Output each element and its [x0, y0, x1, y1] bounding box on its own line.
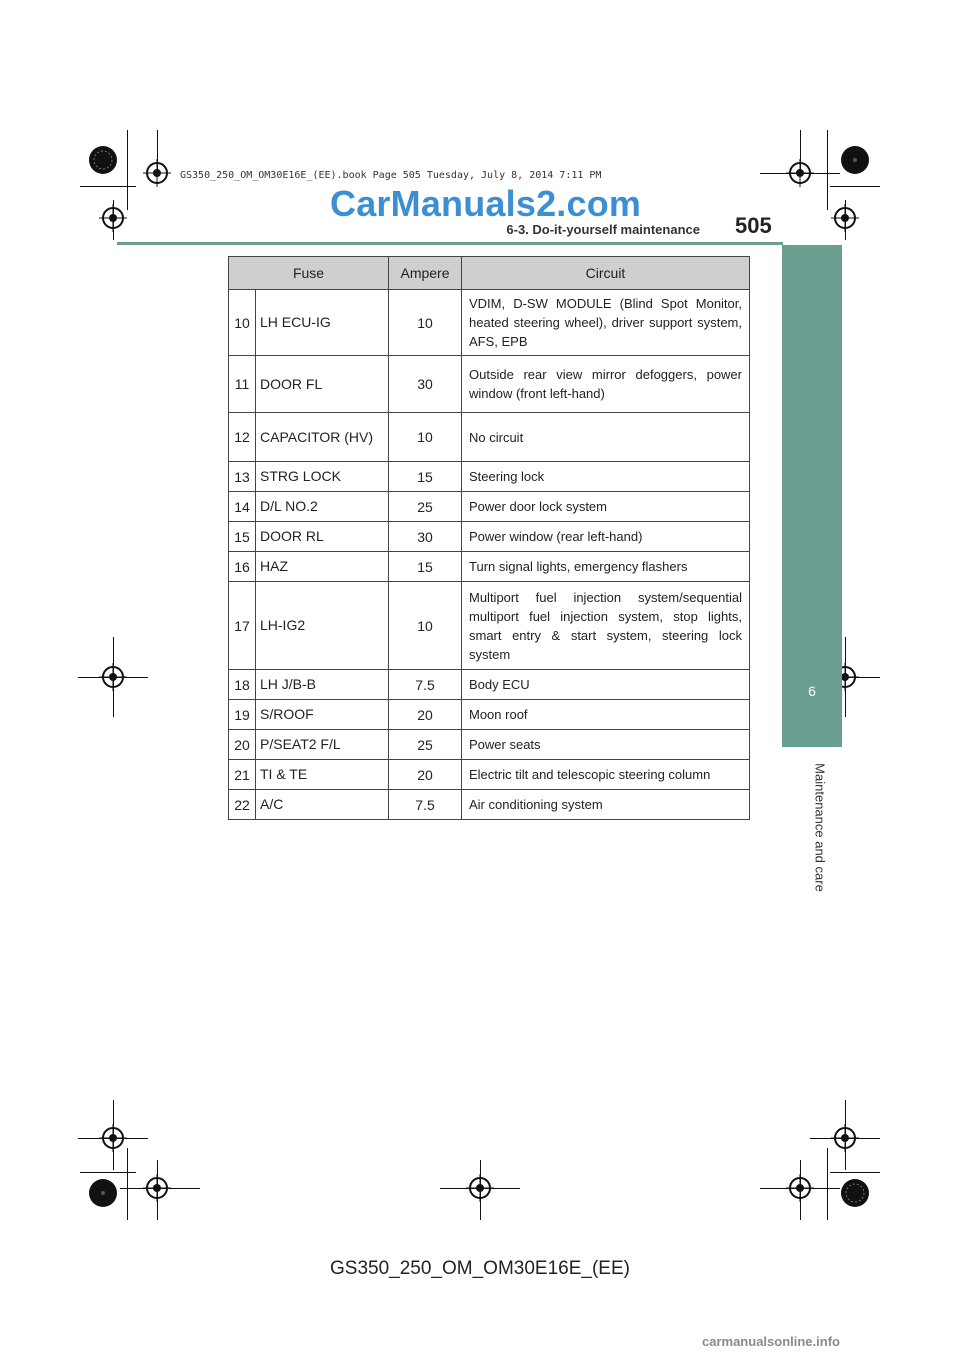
corner-ball-icon	[88, 1178, 118, 1208]
fuse-name: S/ROOF	[256, 700, 389, 730]
document-code: GS350_250_OM_OM30E16E_(EE)	[330, 1258, 630, 1279]
fuse-ampere: 30	[389, 522, 462, 552]
fuse-circuit: Power window (rear left-hand)	[462, 522, 750, 552]
chapter-side-tab	[782, 245, 842, 747]
table-row	[229, 492, 750, 522]
fuse-ampere: 20	[389, 760, 462, 790]
fuse-name: LH ECU-IG	[256, 290, 389, 356]
fuse-ampere: 7.5	[389, 670, 462, 700]
registration-mark-icon	[786, 1174, 814, 1202]
table-row	[229, 462, 750, 492]
fuse-circuit: Power door lock system	[462, 492, 750, 522]
fuse-name: LH J/B-B	[256, 670, 389, 700]
table-row	[229, 522, 750, 552]
fuse-circuit: Air conditioning system	[462, 790, 750, 820]
fuse-number: 19	[229, 700, 256, 730]
fuse-number: 18	[229, 670, 256, 700]
fuse-number: 11	[229, 356, 256, 413]
fuse-name: A/C	[256, 790, 389, 820]
registration-mark-icon	[831, 204, 859, 232]
table-row	[229, 700, 750, 730]
fuse-circuit: Electric tilt and telescopic steering column	[462, 760, 750, 790]
fuse-number: 10	[229, 290, 256, 356]
fuse-circuit: Body ECU	[462, 670, 750, 700]
fuse-circuit: Outside rear view mirror defoggers, power window (front left-hand)	[462, 356, 750, 413]
page-number: 505	[735, 213, 772, 238]
registration-mark-icon	[143, 1174, 171, 1202]
header-rule	[117, 242, 783, 245]
column-header-circuit: Circuit	[462, 257, 750, 290]
fuse-ampere: 20	[389, 700, 462, 730]
table-header-row	[229, 257, 750, 290]
print-stamp: GS350_250_OM_OM30E16E_(EE).book Page 505 Tuesday, July 8, 2014 7:11 PM	[180, 170, 602, 181]
fuse-name: CAPACITOR (HV)	[256, 413, 389, 462]
fuse-number: 13	[229, 462, 256, 492]
fuse-ampere: 25	[389, 492, 462, 522]
corner-ball-icon	[840, 145, 870, 175]
fuse-table	[228, 256, 750, 820]
fuse-circuit: Steering lock	[462, 462, 750, 492]
column-header-ampere: Ampere	[389, 257, 462, 290]
registration-mark-icon	[143, 159, 171, 187]
fuse-circuit: Multiport fuel injection system/sequential multiport fuel injection system, stop lights, smart entry & start system, steering lock system	[462, 582, 750, 670]
fuse-ampere: 10	[389, 582, 462, 670]
table-row	[229, 790, 750, 820]
fuse-ampere: 15	[389, 462, 462, 492]
fuse-ampere: 15	[389, 552, 462, 582]
registration-mark-icon	[786, 159, 814, 187]
fuse-number: 14	[229, 492, 256, 522]
table-row	[229, 760, 750, 790]
fuse-ampere: 10	[389, 413, 462, 462]
corner-ball-icon	[840, 1178, 870, 1208]
fuse-name: D/L NO.2	[256, 492, 389, 522]
registration-mark-icon	[466, 1174, 494, 1202]
fuse-name: HAZ	[256, 552, 389, 582]
fuse-ampere: 30	[389, 356, 462, 413]
table-row	[229, 413, 750, 462]
fuse-ampere: 10	[389, 290, 462, 356]
fuse-number: 21	[229, 760, 256, 790]
fuse-number: 20	[229, 730, 256, 760]
fuse-name: P/SEAT2 F/L	[256, 730, 389, 760]
fuse-number: 17	[229, 582, 256, 670]
registration-mark-icon	[99, 204, 127, 232]
table-row	[229, 290, 750, 356]
fuse-ampere: 7.5	[389, 790, 462, 820]
corner-ball-icon	[88, 145, 118, 175]
table-row	[229, 356, 750, 413]
watermark-logo: CarManuals2.com	[330, 183, 642, 224]
registration-mark-icon	[831, 1124, 859, 1152]
registration-mark-icon	[99, 663, 127, 691]
table-row	[229, 582, 750, 670]
fuse-ampere: 25	[389, 730, 462, 760]
fuse-name: TI & TE	[256, 760, 389, 790]
table-row	[229, 552, 750, 582]
fuse-number: 15	[229, 522, 256, 552]
chapter-number: 6	[808, 683, 816, 699]
fuse-circuit: Power seats	[462, 730, 750, 760]
fuse-number: 16	[229, 552, 256, 582]
column-header-fuse: Fuse	[229, 257, 389, 290]
registration-mark-icon	[99, 1124, 127, 1152]
fuse-name: DOOR FL	[256, 356, 389, 413]
chapter-label: Maintenance and care	[812, 763, 828, 892]
fuse-circuit: Turn signal lights, emergency flashers	[462, 552, 750, 582]
fuse-circuit: No circuit	[462, 413, 750, 462]
fuse-name: STRG LOCK	[256, 462, 389, 492]
table-row	[229, 670, 750, 700]
table-row	[229, 730, 750, 760]
fuse-circuit: Moon roof	[462, 700, 750, 730]
section-title: 6-3. Do-it-yourself maintenance	[506, 222, 700, 237]
fuse-number: 12	[229, 413, 256, 462]
fuse-circuit: VDIM, D-SW MODULE (Blind Spot Monitor, heated steering wheel), driver support system, AFS, EPB	[462, 290, 750, 356]
fuse-name: DOOR RL	[256, 522, 389, 552]
footer-site-watermark: carmanualsonline.info	[702, 1334, 840, 1349]
fuse-number: 22	[229, 790, 256, 820]
fuse-name: LH-IG2	[256, 582, 389, 670]
